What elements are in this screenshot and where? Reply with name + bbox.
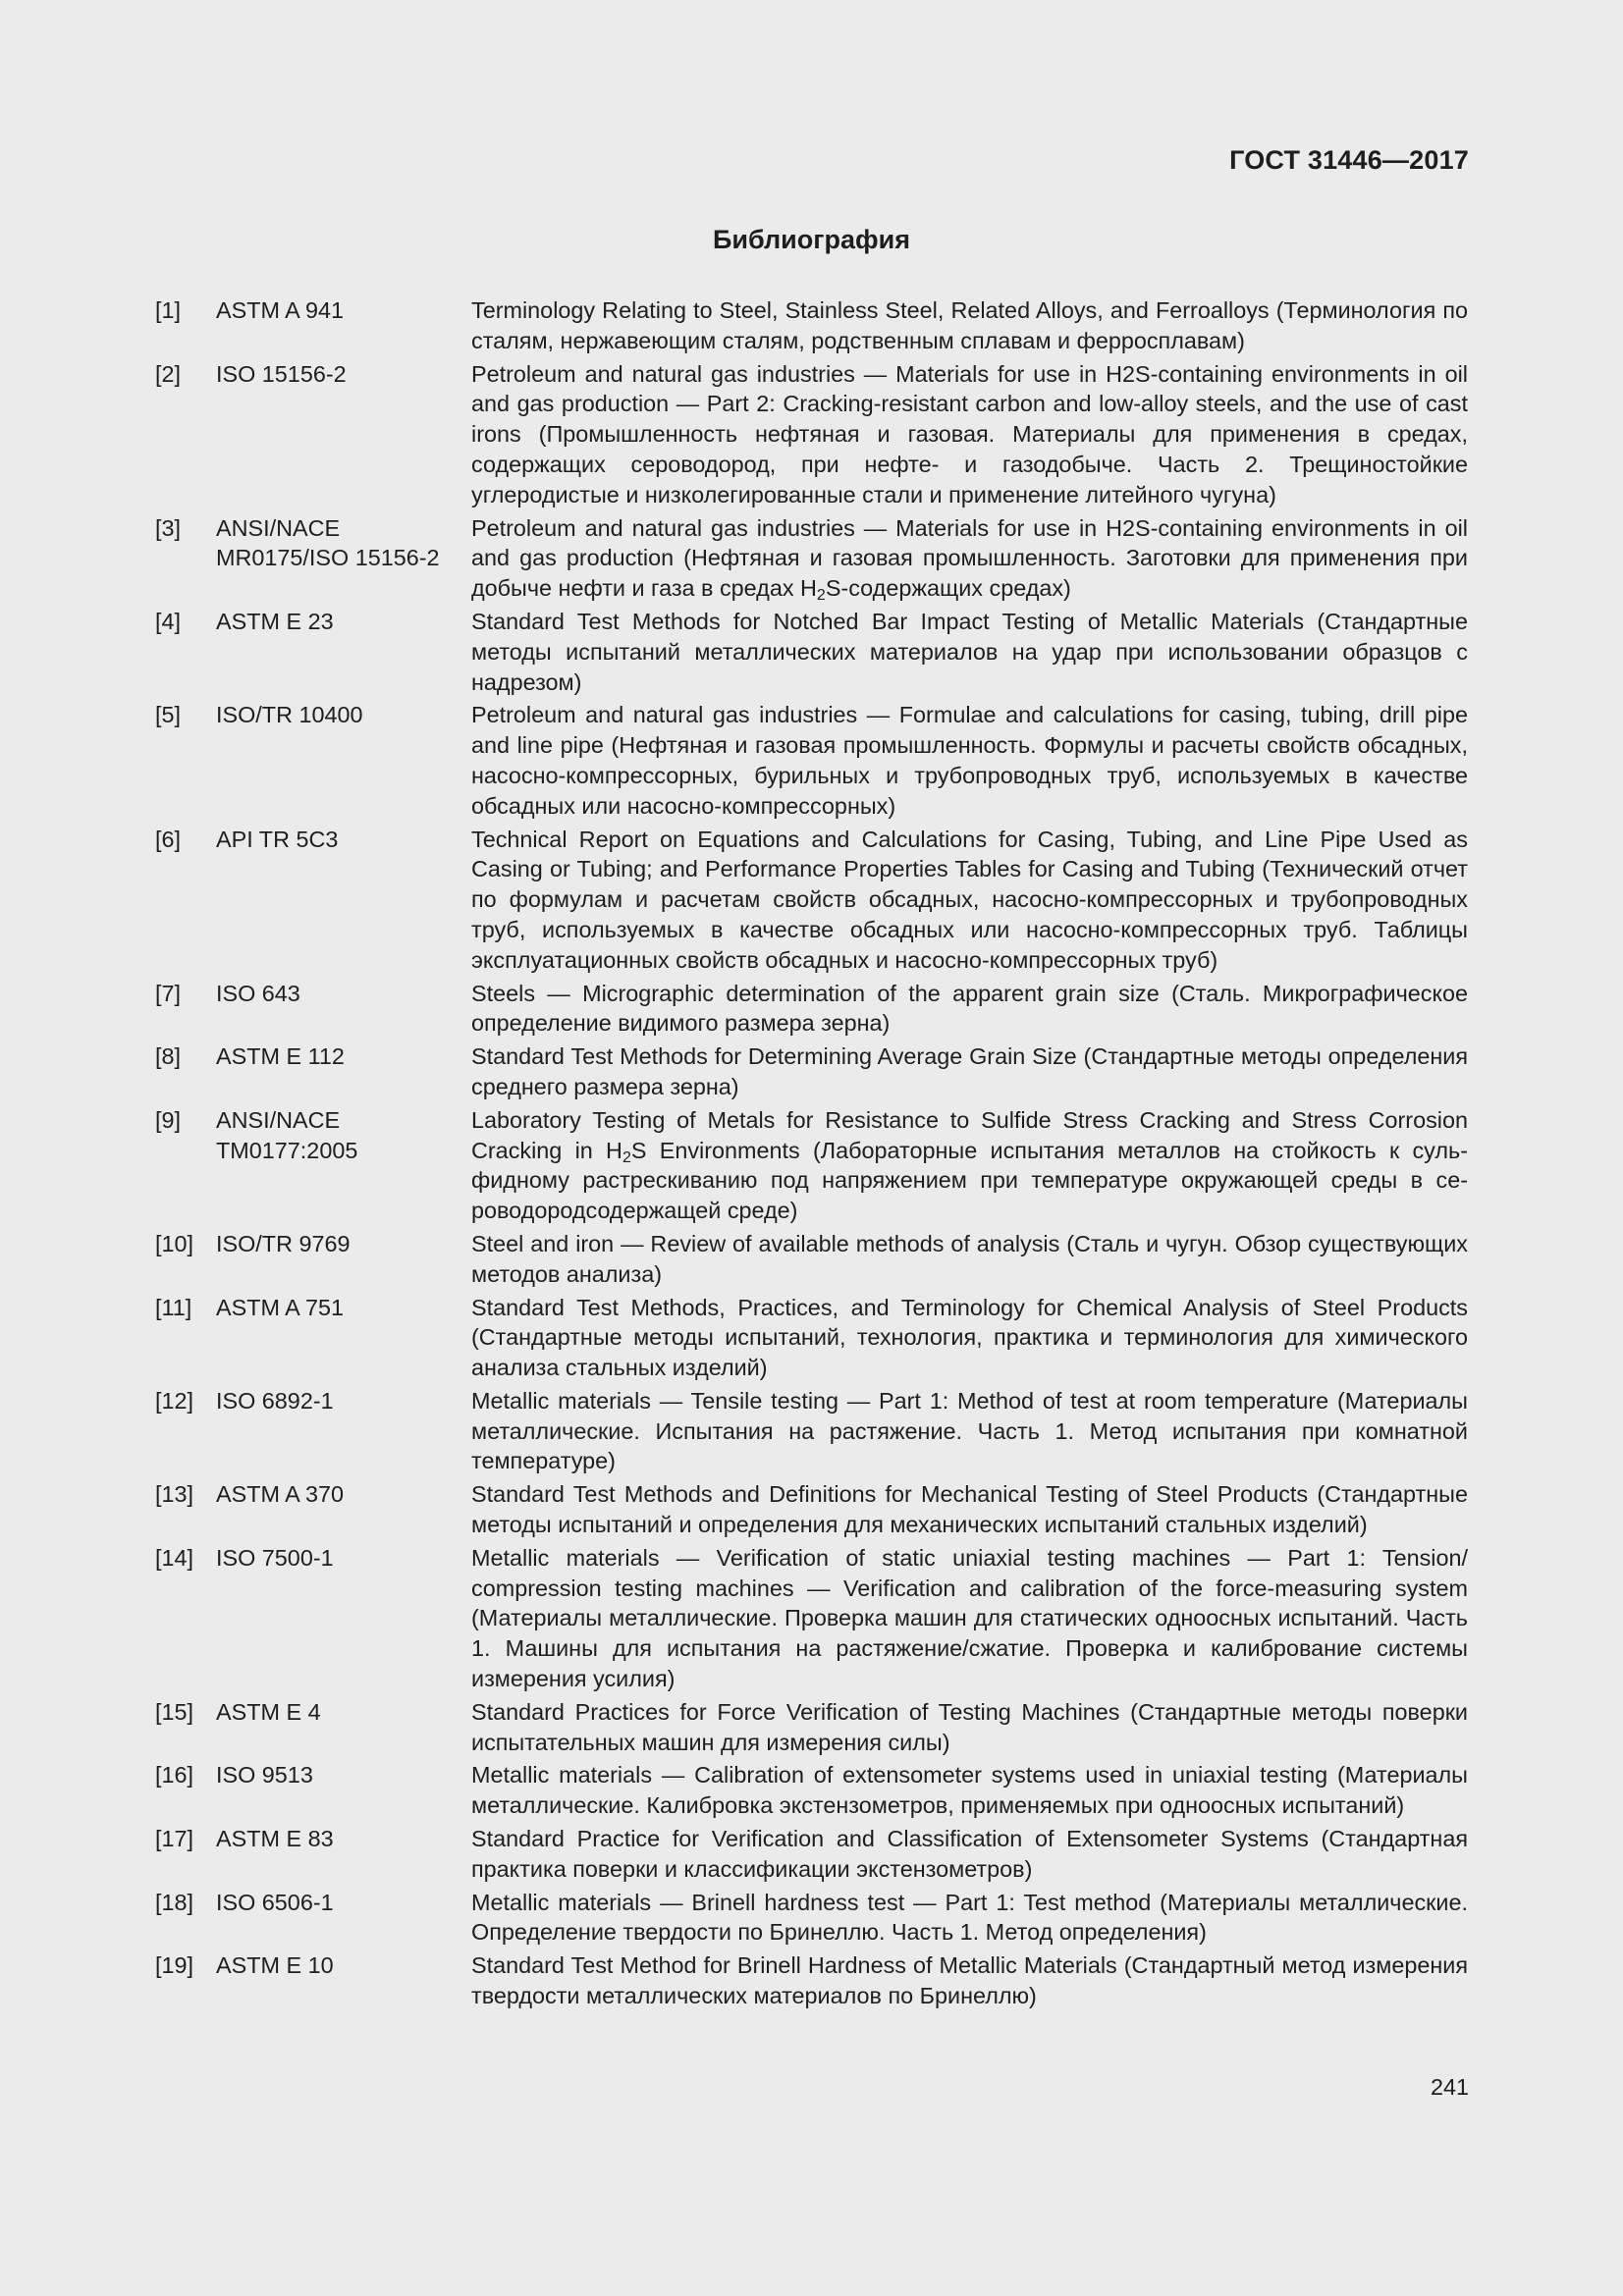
entry-number: [9] xyxy=(155,1106,182,1133)
standard-code xyxy=(216,1386,471,1416)
standard-code xyxy=(216,1950,471,1981)
standard-code xyxy=(216,1229,471,1259)
standard-code xyxy=(216,1760,471,1790)
entry-description: Standard Practice for Verification and Classification of Extensometer Systems (Стандартная практика поверки и классификации экстензометров) xyxy=(471,1826,1468,1882)
entry-description xyxy=(471,513,1468,604)
standard-code xyxy=(216,295,471,326)
standard-code-line: ASTM A 370 xyxy=(216,1481,345,1508)
entry-description: Steel and iron — Review of available methods of analysis (Сталь и чугун. Обзор существующих методов анализа) xyxy=(471,1230,1468,1287)
bibliography-entry xyxy=(155,1293,1468,1383)
entry-description xyxy=(471,1105,1468,1226)
entry-description: Petroleum and natural gas industries — Materials for use in H2S-containing environments in oil and gas production — Part 2: Cracking-resistant carbon and low-alloy steels, and the use of cast irons (Промышленность нефтяная и газовая. Материалы для применения в средах, содержащих сероводород, при нефте- и газодобыче. Часть 2. Трещиностойкие углеродистые и низколегированные стали и применение литейного чугуна) xyxy=(471,360,1468,507)
standard-code-line: ANSI/NACE xyxy=(216,514,341,541)
bibliography-entry xyxy=(155,979,1468,1040)
entry-description: Standard Test Methods and Definitions for Mechanical Testing of Steel Products (Стандартные методы испытаний и определения для механических испытаний стальных изделий) xyxy=(471,1481,1468,1538)
entry-description: Metallic materials — Verification of static uniaxial testing machines — Part 1: Tension/ compression testing machines — Verification and calibration of the force-measuring system (Материалы металлические. Проверка машин для статических одноосных испытаний. Часть 1. Машины для испытания на растяжение/сжатие. Проверка и калибрование системы измерения усилия) xyxy=(471,1544,1468,1692)
entry-number: [3] xyxy=(155,514,182,541)
entry-number: [5] xyxy=(155,702,182,728)
entry-number: [14] xyxy=(155,1544,194,1571)
entry-number: [1] xyxy=(155,297,182,323)
bibliography-entry xyxy=(155,513,1468,604)
entry-description: Metallic materials — Brinell hardness test — Part 1: Test method (Материалы металлические. Определение твердости по Бринеллю. Часть 1. Метод определения) xyxy=(471,1889,1468,1946)
standard-code-line: ISO 9513 xyxy=(216,1762,313,1789)
standard-code-line: ANSI/NACE xyxy=(216,1106,341,1133)
entry-number: [4] xyxy=(155,608,182,634)
standard-code xyxy=(216,513,471,574)
standard-code-line: ASTM E 10 xyxy=(216,1952,334,1979)
standard-code xyxy=(216,1888,471,1918)
document-code: ГОСТ 31446—2017 xyxy=(1229,145,1469,175)
entry-number: [13] xyxy=(155,1481,194,1508)
bibliography-entry xyxy=(155,1760,1468,1821)
bibliography-entry xyxy=(155,359,1468,510)
bibliography-entry xyxy=(155,607,1468,697)
entry-description: Petroleum and natural gas industries — Formulae and calculations for casing, tubing, drill pipe and line pipe (Нефтяная и газовая промышленность. Формулы и расчеты свойств обсадных, насосно-компрессорных, бурильных и трубопроводных труб, используемых в качестве обсадных или насосно-компрессорных) xyxy=(471,702,1468,819)
standard-code xyxy=(216,979,471,1009)
entry-number: [19] xyxy=(155,1952,194,1979)
description-text: S-содержащих средах) xyxy=(825,575,1071,602)
standard-code xyxy=(216,825,471,855)
standard-code-line: ISO 6892-1 xyxy=(216,1387,334,1414)
subscript: 2 xyxy=(622,1148,631,1166)
standard-code xyxy=(216,607,471,637)
standard-code-line: API TR 5C3 xyxy=(216,826,339,852)
standard-code xyxy=(216,1041,471,1072)
bibliography-entry xyxy=(155,700,1468,821)
standard-code xyxy=(216,1293,471,1323)
standard-code xyxy=(216,1543,471,1574)
standard-code-line: ISO/TR 10400 xyxy=(216,702,363,728)
bibliography-entry xyxy=(155,1041,1468,1102)
entry-number: [15] xyxy=(155,1698,194,1725)
standard-code-line: MR0175/ISO 15156-2 xyxy=(216,545,440,571)
bibliography-entry xyxy=(155,1479,1468,1540)
bibliography-entry xyxy=(155,1229,1468,1290)
description-text: Petroleum and natural gas industries — Materials for use in H2S-containing environments in oil and gas production (Нефтяная и газовая промышленность. Заготовки для применения при добыче нефти и газа в средах H xyxy=(471,514,1468,602)
description-text: S Environments (Лабораторные испытания металлов на стойкость к сульфидному растрескиванию под напряжением при температуре окружающей среды в сероводородсодержащей среде) xyxy=(471,1137,1468,1224)
standard-code xyxy=(216,1824,471,1854)
page-number: 241 xyxy=(1430,2074,1469,2100)
standard-code xyxy=(216,1697,471,1728)
standard-code-line: ASTM E 112 xyxy=(216,1043,345,1070)
entry-number: [8] xyxy=(155,1043,182,1070)
bibliography-entry xyxy=(155,295,1468,356)
standard-code xyxy=(216,359,471,390)
standard-code-line: ISO 15156-2 xyxy=(216,360,347,387)
bibliography-entry xyxy=(155,1697,1468,1758)
bibliography-entry xyxy=(155,825,1468,976)
bibliography-entry xyxy=(155,1824,1468,1885)
entry-description: Metallic materials — Tensile testing — Part 1: Method of test at room temperature (Материалы металлические. Испытания на растяжение. Часть 1. Метод испытания при комнатной температуре) xyxy=(471,1387,1468,1474)
subscript: 2 xyxy=(816,587,826,605)
entry-description: Standard Test Methods, Practices, and Terminology for Chemical Analysis of Steel Products (Стандартные методы испытаний, технология, практика и терминология для химического анализа стальных изделий) xyxy=(471,1294,1468,1381)
entry-description: Metallic materials — Calibration of extensometer systems used in uniaxial testing (Материалы металлические. Калибровка экстензометров, применяемых при одноосных испытаний) xyxy=(471,1762,1468,1819)
entry-number: [18] xyxy=(155,1889,194,1915)
standard-code-line: ASTM A 941 xyxy=(216,297,345,323)
standard-code-line: ISO 7500-1 xyxy=(216,1544,334,1571)
entry-number: [2] xyxy=(155,360,182,387)
standard-code xyxy=(216,1105,471,1166)
page-title: Библиография xyxy=(713,225,910,254)
standard-code-line: ASTM E 4 xyxy=(216,1698,321,1725)
standard-code-line: ISO 6506-1 xyxy=(216,1889,334,1915)
entry-description: Steels — Micrographic determination of the apparent grain size (Сталь. Микрографическое определение видимого размера зерна) xyxy=(471,980,1468,1037)
bibliography-entry xyxy=(155,1888,1468,1949)
entry-number: [6] xyxy=(155,826,182,852)
standard-code-line: ASTM E 23 xyxy=(216,608,334,634)
standard-code-line: ISO 643 xyxy=(216,980,300,1006)
bibliography-entry xyxy=(155,1105,1468,1226)
entry-description: Standard Test Methods for Notched Bar Impact Testing of Metallic Materials (Стандартные методы испытаний металлических материалов на удар при использовании образцов с надрезом) xyxy=(471,608,1468,695)
entry-description: Standard Test Method for Brinell Hardness of Metallic Materials (Стандартный метод измерения твердости металлических материалов по Бринеллю) xyxy=(471,1952,1468,2009)
bibliography-entry xyxy=(155,1386,1468,1476)
entry-number: [17] xyxy=(155,1826,194,1852)
entry-description: Technical Report on Equations and Calculations for Casing, Tubing, and Line Pipe Used as Casing or Tubing; and Performance Properties Tables for Casing and Tubing (Технический отчет по формулам и расчетам свойств обсадных, насосно-компрессорных и трубопроводных труб, используемых в качестве обсадных или насосно-компрессорных труб. Таблицы эксплуатационных свойств обсадных и насосно-компрессорных труб) xyxy=(471,826,1468,973)
entry-number: [16] xyxy=(155,1762,194,1789)
standard-code xyxy=(216,1479,471,1510)
entry-number: [10] xyxy=(155,1230,194,1256)
standard-code-line: ISO/TR 9769 xyxy=(216,1230,351,1256)
entry-description: Standard Test Methods for Determining Average Grain Size (Стандартные методы определения среднего размера зерна) xyxy=(471,1043,1468,1099)
bibliography-list xyxy=(155,295,1468,2014)
standard-code-line: TM0177:2005 xyxy=(216,1137,358,1163)
entry-description: Standard Practices for Force Verification of Testing Machines (Стандартные методы поверки испытательных машин для измерения силы) xyxy=(471,1698,1468,1755)
standard-code-line: ASTM A 751 xyxy=(216,1294,345,1320)
standard-code-line: ASTM E 83 xyxy=(216,1826,334,1852)
entry-number: [11] xyxy=(155,1294,192,1320)
description-text: Laboratory Testing of Metals for Resistance to Sulfide Stress Cracking and Stress Corrosion Cracking in H xyxy=(471,1106,1468,1163)
entry-number: [12] xyxy=(155,1387,194,1414)
entry-number: [7] xyxy=(155,980,182,1006)
bibliography-entry xyxy=(155,1950,1468,2011)
bibliography-entry xyxy=(155,1543,1468,1694)
standard-code xyxy=(216,700,471,730)
entry-description: Terminology Relating to Steel, Stainless Steel, Related Alloys, and Ferroalloys (Терминология по сталям, нержавеющим сталям, родственным сплавам и ферросплавам) xyxy=(471,297,1468,353)
